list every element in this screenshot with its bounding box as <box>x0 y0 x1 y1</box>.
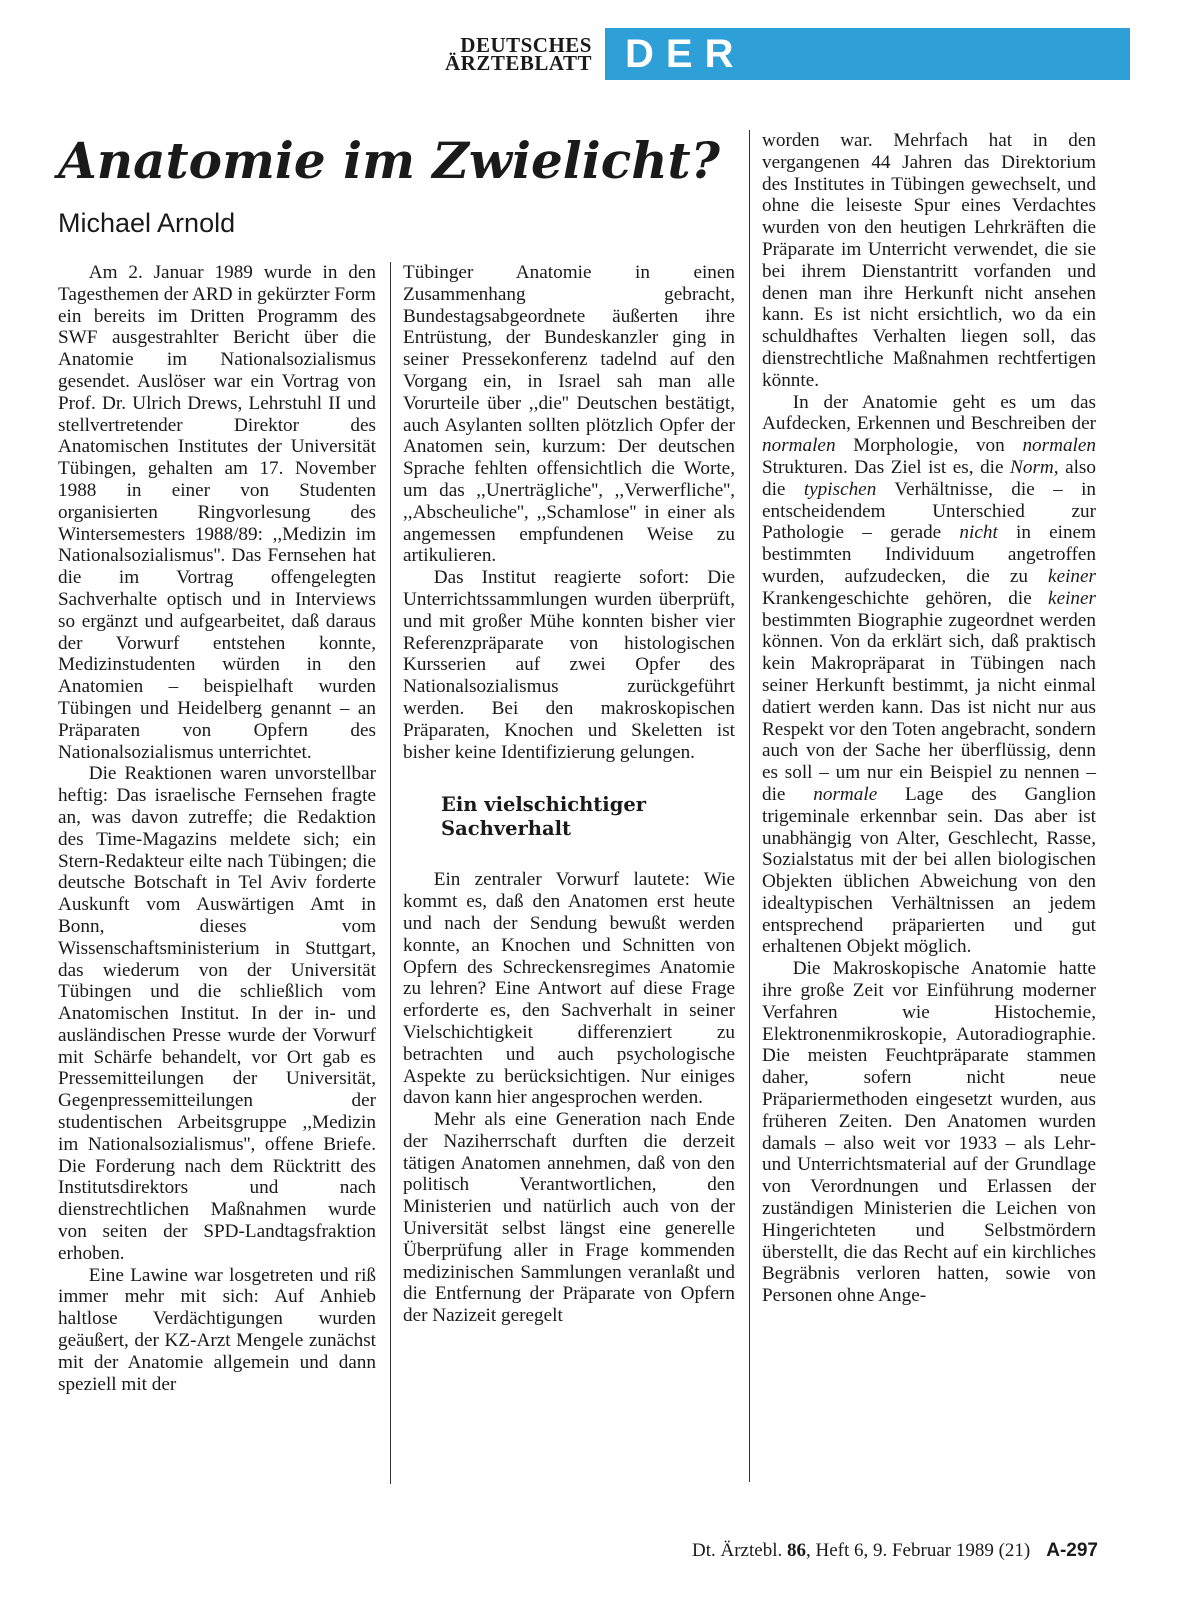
paragraph: worden war. Mehrfach hat in den vergangenen 44 Jahren das Direktorium des Institutes in Tübingen gewechselt, und ohne die leiseste Spur eines Verdachtes wurden von den heutigen Lehrkräften die Präparate im Unterricht verwendet, die sie bei ihrem Dienstantritt vorfanden und denen man ihre Herkunft nicht ansehen kann. Es ist nicht ersichtlich, wo da ein schuldhaftes Verhalten liegen soll, das dienstrechtliche Maßnahmen rechtfertigen könnte. <box>762 130 1096 391</box>
paragraph: Ein zentraler Vorwurf lautete: Wie kommt es, daß den Anatomen erst heute und nach der Sendung bewußt werden konnte, an Knochen und Schnitten von Opfern des Schreckensregimes Anatomie zu lehren? Eine Antwort auf diese Frage erforderte es, den Sachverhalt in seiner Vielschichtigkeit differenziert zu betrachten und auch psychologische Aspekte zu berücksichtigen. Nur einiges davon kann hier angesprochen werden. <box>403 869 735 1109</box>
paragraph: Die Makroskopische Anatomie hatte ihre große Zeit vor Einführung moderner Verfahren wie Histochemie, Elektronenmikroskopie, Autoradiographie. Die meisten Feuchtpräparate stammen daher, sofern nicht neue Präpariermethoden eingesetzt wurden, aus früheren Zeiten. Den Anatomen wurden damals – also weit vor 1933 – als Lehr- und Unterrichtsmaterial auf der Grundlage von Verordnungen und Erlassen der zuständigen Ministerien die Leichen von Hingerichteten und Selbstmördern überstellt, die das Recht auf ein kirchliches Begräbnis verloren hatten, sowie von Personen ohne Ange- <box>762 958 1096 1307</box>
column-divider-1 <box>390 262 391 1484</box>
journal-logo <box>422 33 592 75</box>
paragraph: Das Institut reagierte sofort: Die Unterrichtssammlungen wurden überprüft, und mit großer Mühe konnten bisher vier Referenzpräparate von histologischen Kursserien auf zwei Opfer des Nationalsozialismus zurückgeführt werden. Bei den makroskopischen Präparaten, Knochen und Skeletten ist bisher keine Identifizierung gelungen. <box>403 567 735 763</box>
text-column-3 <box>762 130 1096 1307</box>
paragraph: Eine Lawine war losgetreten und riß immer mehr mit sich: Auf Anhieb haltlose Verdächtigungen wurden geäußert, der KZ-Arzt Mengele zunächst mit der Anatomie allgemein und dann speziell mit der <box>58 1264 376 1395</box>
footer-volume: 86 <box>786 1540 806 1561</box>
page-footer <box>692 1540 1098 1562</box>
logo-line-2: ÄRZTEBLATT <box>445 51 592 75</box>
section-banner: DER KOMMENTAR <box>605 28 1130 80</box>
logo-line-1: DEUTSCHES <box>460 33 592 57</box>
paragraph: In der Anatomie geht es um das Aufdecken, Erkennen und Beschreiben der normalen Morphologie, von normalen Strukturen. Das Ziel ist es, die Norm, also die typischen Verhältnisse, die – in entscheidendem Unterschied zur Pathologie – gerade nicht in einem bestimmten Individuum angetroffen wurden, aufzudecken, die zu keiner Krankengeschichte gehören, die keiner bestimmten Biographie zugeordnet werden können. Von da erklärt sich, daß praktisch kein Makropräparat in Tübingen nach seiner Herkunft bestimmt, ja nicht einmal datiert werden kann. Das ist nicht nur aus Respekt vor den Toten angebracht, sondern auch von der Sache her überflüssig, denn es soll – um nur ein Beispiel zu nennen – die normale Lage des Ganglion trigeminale erkennbar sein. Das aber ist unabhängig von Alter, Geschlecht, Rasse, Sozialstatus mit der bei allen biologischen Objekten üblichen Abweichung von den idealtypischen Verhältnissen an jedem entsprechend präparierten und gut erhaltenen Objekt möglich. <box>762 391 1096 958</box>
section-subheading: Ein vielschichtiger Sachverhalt <box>441 793 647 841</box>
article-title: Anatomie im Zwielicht? <box>58 131 720 190</box>
footer-issue: , Heft 6, 9. Februar 1989 (21) <box>805 1540 1031 1561</box>
paragraph: Am 2. Januar 1989 wurde in den Tagesthemen der ARD in gekürzter Form ein bereits im Dritten Programm des SWF ausgestrahlter Bericht über die Anatomie im Nationalsozialismus gesendet. Auslöser war ein Vortrag von Prof. Dr. Ulrich Drews, Lehrstuhl II und stellvertretender Direktor des Anatomischen Institutes der Universität Tübingen, gehalten am 17. November 1988 in einer von Studenten organisierten Ringvorlesung des Wintersemesters 1988/89: ,,Medizin im Nationalsozialismus''. Das Fernsehen hat die im Vortrag offengelegten Sachverhalte optisch und in Interviews so ergänzt und aufgearbeitet, daß daraus der Vorwurf entstehen konnte, Medizinstudenten würden in den Anatomien – beispielhaft wurden Tübingen und Heidelberg genannt – an Präparaten von Opfern des Nationalsozialismus unterrichtet. <box>58 262 376 763</box>
text-column-1 <box>58 262 376 1395</box>
page-number: A-297 <box>1046 1540 1098 1561</box>
paragraph: Mehr als eine Generation nach Ende der Naziherrschaft durften die derzeit tätigen Anatomen annehmen, daß von den politisch Verantwortlichen, den Ministerien und natürlich auch von der Universität selbst längst eine generelle Überprüfung aller in Frage kommenden medizinischen Sammlungen veranlaßt und die Entfernung der Präparate von Opfern der Nazizeit geregelt <box>403 1109 735 1327</box>
paragraph: Die Reaktionen waren unvorstellbar heftig: Das israelische Fernsehen fragte an, was davon zutreffe; die Redaktion des Time-Magazins meldete sich; ein Stern-Redakteur eilte nach Tübingen; die deutsche Botschaft in Tel Aviv forderte Auskunft vom Auswärtigen Amt in Bonn, dieses vom Wissenschaftsministerium in Stuttgart, das wiederum von der Universität Tübingen und die schließlich vom Anatomischen Institut. In der in- und ausländischen Presse wurde der Vorwurf mit Schärfe behandelt, vor Ort gab es Pressemitteilungen der Universität, Gegenpressemitteilungen der studentischen Arbeitsgruppe ,,Medizin im Nationalsozialismus'', offene Briefe. Die Forderung nach dem Rücktritt des Institutsdirektors und nach dienstrechtlichen Maßnahmen wurde von seiten der SPD-Landtagsfraktion erhoben. <box>58 763 376 1264</box>
column-divider-2 <box>749 130 750 1482</box>
footer-journal: Dt. Ärztebl. <box>692 1540 787 1561</box>
article-author: Michael Arnold <box>58 208 236 238</box>
text-column-2 <box>403 262 735 1327</box>
paragraph: Tübinger Anatomie in einen Zusammenhang gebracht, Bundestagsabgeordnete äußerten ihre Entrüstung, der Bundeskanzler ging in seiner Pressekonferenz tadelnd auf den Vorgang ein, in Israel sah man alle Vorurteile über ,,die'' Deutschen bestätigt, auch Asylanten sollten plötzlich Opfer der Anatomen sein, kurzum: Der deutschen Sprache fehlten offensichtlich die Worte, um das ,,Unerträgliche'', ,,Verwerfliche'', ,,Abscheuliche'', ,,Schamlose'' in einer als angemessen empfundenen Weise zu artikulieren. <box>403 262 735 567</box>
